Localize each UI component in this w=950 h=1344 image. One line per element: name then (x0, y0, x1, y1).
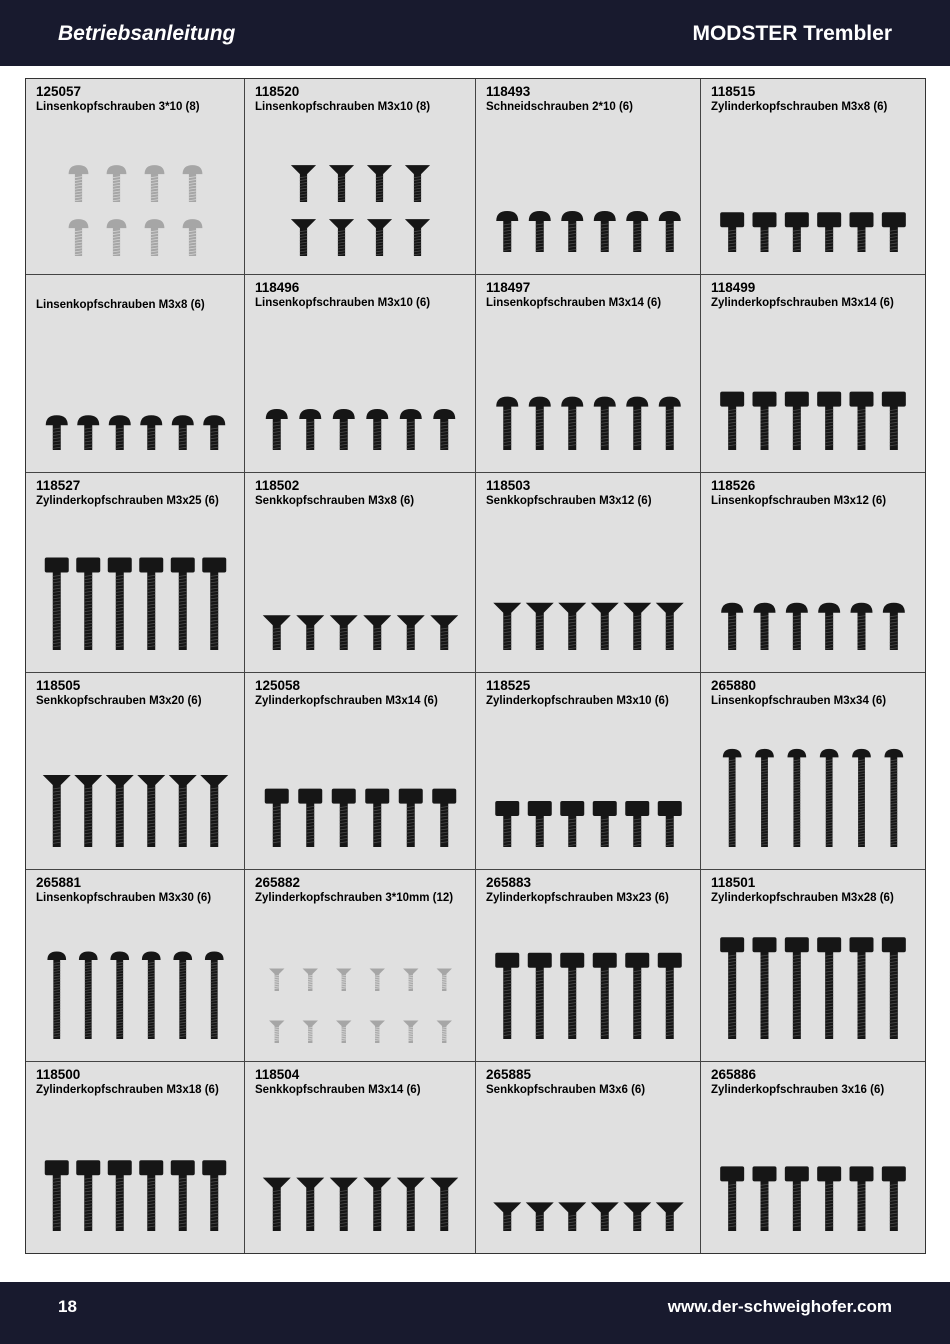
screw (269, 968, 284, 991)
screw (202, 1160, 226, 1231)
part-cell (701, 1062, 925, 1253)
screw (329, 165, 354, 202)
screw (45, 1160, 69, 1231)
screw (333, 409, 355, 450)
part-cell (245, 673, 476, 870)
screw (817, 1166, 841, 1231)
screw (110, 951, 129, 1039)
screw (200, 775, 228, 847)
screw (183, 165, 203, 202)
screw (851, 603, 873, 650)
part-description: Schneidschrauben 2*10 (6) (486, 101, 633, 113)
screw (79, 951, 98, 1039)
part-cell (476, 79, 701, 275)
screw (820, 749, 839, 847)
part-number: 118502 (255, 478, 300, 493)
screw (529, 211, 551, 252)
screw-illustration (245, 318, 476, 472)
part-description: Zylinderkopfschrauben M3x14 (6) (711, 297, 894, 309)
screw (495, 953, 519, 1039)
screw (109, 415, 131, 450)
screw-illustration (26, 318, 245, 472)
screw (558, 1202, 586, 1231)
part-cell (245, 275, 476, 473)
screw (817, 937, 841, 1039)
manual-title: Betriebsanleitung (58, 22, 236, 45)
screw (106, 775, 134, 847)
part-description: Senkkopfschrauben M3x14 (6) (255, 1084, 421, 1096)
screw (493, 1202, 521, 1231)
part-cell (26, 79, 245, 275)
screw-illustration (476, 122, 701, 274)
screw (299, 409, 321, 450)
screw (720, 937, 744, 1039)
screw (296, 615, 324, 650)
part-number: 125058 (255, 678, 301, 693)
model-title: MODSTER Trembler (692, 22, 892, 45)
part-number: 118525 (486, 678, 531, 693)
screw (77, 415, 99, 450)
screw (172, 415, 194, 450)
part-cell (701, 275, 925, 473)
screw (269, 1020, 284, 1043)
screw (173, 951, 192, 1039)
screw (437, 968, 452, 991)
screw (560, 801, 584, 847)
screw (46, 415, 68, 450)
part-description: Zylinderkopfschrauben 3*10mm (12) (255, 892, 454, 904)
part-cell (476, 275, 701, 473)
screw (659, 397, 681, 450)
screw (526, 1202, 554, 1231)
screw (76, 1160, 100, 1231)
screw (142, 951, 161, 1039)
screw-illustration (476, 913, 701, 1061)
screw (403, 968, 418, 991)
part-cell (476, 473, 701, 673)
part-description: Senkkopfschrauben M3x8 (6) (255, 495, 415, 507)
screw (367, 219, 392, 256)
screw (625, 953, 649, 1039)
screw (367, 165, 392, 202)
part-cell (476, 673, 701, 870)
screw (139, 1160, 163, 1231)
screw (205, 951, 224, 1039)
screw (850, 1166, 874, 1231)
part-cell (26, 1062, 245, 1253)
screw (594, 211, 616, 252)
part-cell (26, 673, 245, 870)
screw (852, 749, 871, 847)
screw (561, 397, 583, 450)
screw (291, 219, 316, 256)
screw (623, 603, 651, 650)
screw (397, 615, 425, 650)
page-footer (0, 1282, 950, 1344)
part-number: 118496 (255, 280, 300, 295)
part-number: 125057 (36, 84, 82, 99)
part-description: Linsenkopfschrauben M3x10 (6) (255, 297, 431, 309)
part-description: Zylinderkopfschrauben M3x25 (6) (36, 495, 219, 507)
part-cell (476, 870, 701, 1062)
screw (626, 211, 648, 252)
part-description: Senkkopfschrauben M3x20 (6) (36, 695, 202, 707)
screw-illustration (701, 716, 925, 869)
screw (433, 409, 455, 450)
part-number: 118526 (711, 478, 756, 493)
part-description: Zylinderkopfschrauben 3x16 (6) (711, 1084, 885, 1096)
screw (363, 1178, 391, 1231)
screw (656, 603, 684, 650)
screw (263, 1178, 291, 1231)
screw (656, 1202, 684, 1231)
screw (363, 615, 391, 650)
screw (370, 1020, 385, 1043)
screw (403, 1020, 418, 1043)
screw (137, 775, 165, 847)
screw (850, 392, 874, 450)
screw (720, 392, 744, 450)
screw (139, 558, 163, 651)
screw (296, 1178, 324, 1231)
screw (432, 789, 456, 847)
page-number: 18 (58, 1297, 77, 1316)
screw-illustration (476, 516, 701, 672)
part-cell (245, 870, 476, 1062)
screw (107, 219, 127, 256)
screw (658, 953, 682, 1039)
screw (265, 789, 289, 847)
screw (787, 749, 806, 847)
screw-illustration (701, 516, 925, 672)
screw-illustration (701, 1106, 925, 1253)
screw (882, 392, 906, 450)
screw (400, 409, 422, 450)
screw (336, 1020, 351, 1043)
part-cell (245, 473, 476, 673)
screw (330, 615, 358, 650)
screw (659, 211, 681, 252)
screw (496, 211, 518, 252)
parts-grid (25, 78, 926, 1254)
part-number: 118505 (36, 678, 81, 693)
screw (43, 775, 71, 847)
part-cell (701, 79, 925, 275)
screw (202, 558, 226, 651)
screw-illustration (701, 318, 925, 472)
part-number: 118500 (36, 1067, 81, 1082)
website-link[interactable]: www.der-schweighofer.com (667, 1297, 892, 1316)
screw (76, 558, 100, 651)
screw (558, 603, 586, 650)
part-description: Linsenkopfschrauben M3x30 (6) (36, 892, 212, 904)
part-cell (245, 1062, 476, 1253)
screw (263, 615, 291, 650)
part-number: 118501 (711, 875, 756, 890)
screw-illustration (245, 122, 476, 274)
screw (591, 1202, 619, 1231)
screw (69, 165, 89, 202)
screw (108, 558, 132, 651)
screw (850, 937, 874, 1039)
screw (370, 968, 385, 991)
screw (882, 937, 906, 1039)
part-description: Linsenkopfschrauben M3x14 (6) (486, 297, 662, 309)
screw (298, 789, 322, 847)
screw-illustration (26, 716, 245, 869)
screw (528, 801, 552, 847)
screw-illustration (476, 318, 701, 472)
screw-illustration (26, 1106, 245, 1253)
screw (303, 968, 318, 991)
screw (753, 1166, 777, 1231)
screw (593, 953, 617, 1039)
screw-illustration (245, 516, 476, 672)
screw (593, 801, 617, 847)
screw (397, 1178, 425, 1231)
screw (883, 603, 905, 650)
part-number: 118499 (711, 280, 756, 295)
screw (817, 212, 841, 252)
screw (882, 1166, 906, 1231)
part-description: Linsenkopfschrauben M3x10 (8) (255, 101, 431, 113)
part-number: 118527 (36, 478, 81, 493)
screw (658, 801, 682, 847)
part-number: 118515 (711, 84, 756, 99)
screw (526, 603, 554, 650)
screw (785, 212, 809, 252)
page-header (0, 0, 950, 66)
screw (365, 789, 389, 847)
part-number: 118504 (255, 1067, 300, 1082)
screw (183, 219, 203, 256)
screw (330, 1178, 358, 1231)
screw (69, 219, 89, 256)
part-cell (476, 1062, 701, 1253)
screw (203, 415, 225, 450)
screw (720, 1166, 744, 1231)
screw (561, 211, 583, 252)
part-cell (245, 79, 476, 275)
screw (145, 219, 165, 256)
screw (850, 212, 874, 252)
screw (721, 603, 743, 650)
part-description: Linsenkopfschrauben M3x12 (6) (711, 495, 887, 507)
screw (723, 749, 742, 847)
screw (560, 953, 584, 1039)
screw-illustration (245, 1106, 476, 1253)
screw (303, 1020, 318, 1043)
screw (430, 615, 458, 650)
part-number: 118520 (255, 84, 300, 99)
screw-illustration (245, 913, 476, 1061)
part-description: Senkkopfschrauben M3x12 (6) (486, 495, 652, 507)
part-description: Linsenkopfschrauben M3x8 (6) (36, 299, 205, 311)
screw-illustration (701, 122, 925, 274)
screw (405, 165, 430, 202)
part-cell (701, 673, 925, 870)
part-number: 265882 (255, 875, 301, 890)
part-description: Zylinderkopfschrauben M3x14 (6) (255, 695, 438, 707)
screw (785, 392, 809, 450)
part-cell (701, 870, 925, 1062)
part-description: Zylinderkopfschrauben M3x28 (6) (711, 892, 894, 904)
screw (626, 397, 648, 450)
part-number: 118497 (486, 280, 531, 295)
part-cell (26, 473, 245, 673)
screw (332, 789, 356, 847)
screw (74, 775, 102, 847)
screw (366, 409, 388, 450)
screw (430, 1178, 458, 1231)
screw-illustration (245, 716, 476, 869)
screw (145, 165, 165, 202)
screw (496, 397, 518, 450)
part-description: Linsenkopfschrauben M3x34 (6) (711, 695, 887, 707)
screw (140, 415, 162, 450)
part-number: 118503 (486, 478, 531, 493)
screw (594, 397, 616, 450)
screw (47, 951, 66, 1039)
screw (528, 953, 552, 1039)
part-description: Linsenkopfschrauben 3*10 (8) (36, 101, 200, 113)
screw (45, 558, 69, 651)
screw (495, 801, 519, 847)
screw (171, 1160, 195, 1231)
screw-illustration (26, 122, 245, 274)
screw (169, 775, 197, 847)
screw-illustration (476, 1106, 701, 1253)
part-description: Zylinderkopfschrauben M3x10 (6) (486, 695, 669, 707)
screw (493, 603, 521, 650)
part-number: 265886 (711, 1067, 757, 1082)
screw (785, 937, 809, 1039)
screw (884, 749, 903, 847)
part-description: Zylinderkopfschrauben M3x8 (6) (711, 101, 888, 113)
screw (625, 801, 649, 847)
part-number: 118493 (486, 84, 531, 99)
screw-illustration (26, 913, 245, 1061)
part-number: 265881 (36, 875, 82, 890)
screw (817, 392, 841, 450)
part-cell (26, 275, 245, 473)
screw (291, 165, 316, 202)
screw (753, 392, 777, 450)
screw (437, 1020, 452, 1043)
screw (329, 219, 354, 256)
part-description: Senkkopfschrauben M3x6 (6) (486, 1084, 646, 1096)
screw (623, 1202, 651, 1231)
screw (786, 603, 808, 650)
screw (405, 219, 430, 256)
screw (529, 397, 551, 450)
screw (336, 968, 351, 991)
screw (754, 603, 776, 650)
screw (591, 603, 619, 650)
screw-illustration (476, 716, 701, 869)
part-cell (701, 473, 925, 673)
part-cell (26, 870, 245, 1062)
screw (108, 1160, 132, 1231)
screw (107, 165, 127, 202)
screw (266, 409, 288, 450)
screw (399, 789, 423, 847)
screw-illustration (26, 516, 245, 672)
part-description: Zylinderkopfschrauben M3x18 (6) (36, 1084, 219, 1096)
part-number: 265880 (711, 678, 757, 693)
screw (755, 749, 774, 847)
part-description: Zylinderkopfschrauben M3x23 (6) (486, 892, 669, 904)
part-number: 265883 (486, 875, 532, 890)
screw (785, 1166, 809, 1231)
screw (818, 603, 840, 650)
screw (753, 212, 777, 252)
screw (171, 558, 195, 651)
screw (720, 212, 744, 252)
screw (753, 937, 777, 1039)
screw-illustration (701, 913, 925, 1061)
part-number: 265885 (486, 1067, 532, 1082)
screw (882, 212, 906, 252)
